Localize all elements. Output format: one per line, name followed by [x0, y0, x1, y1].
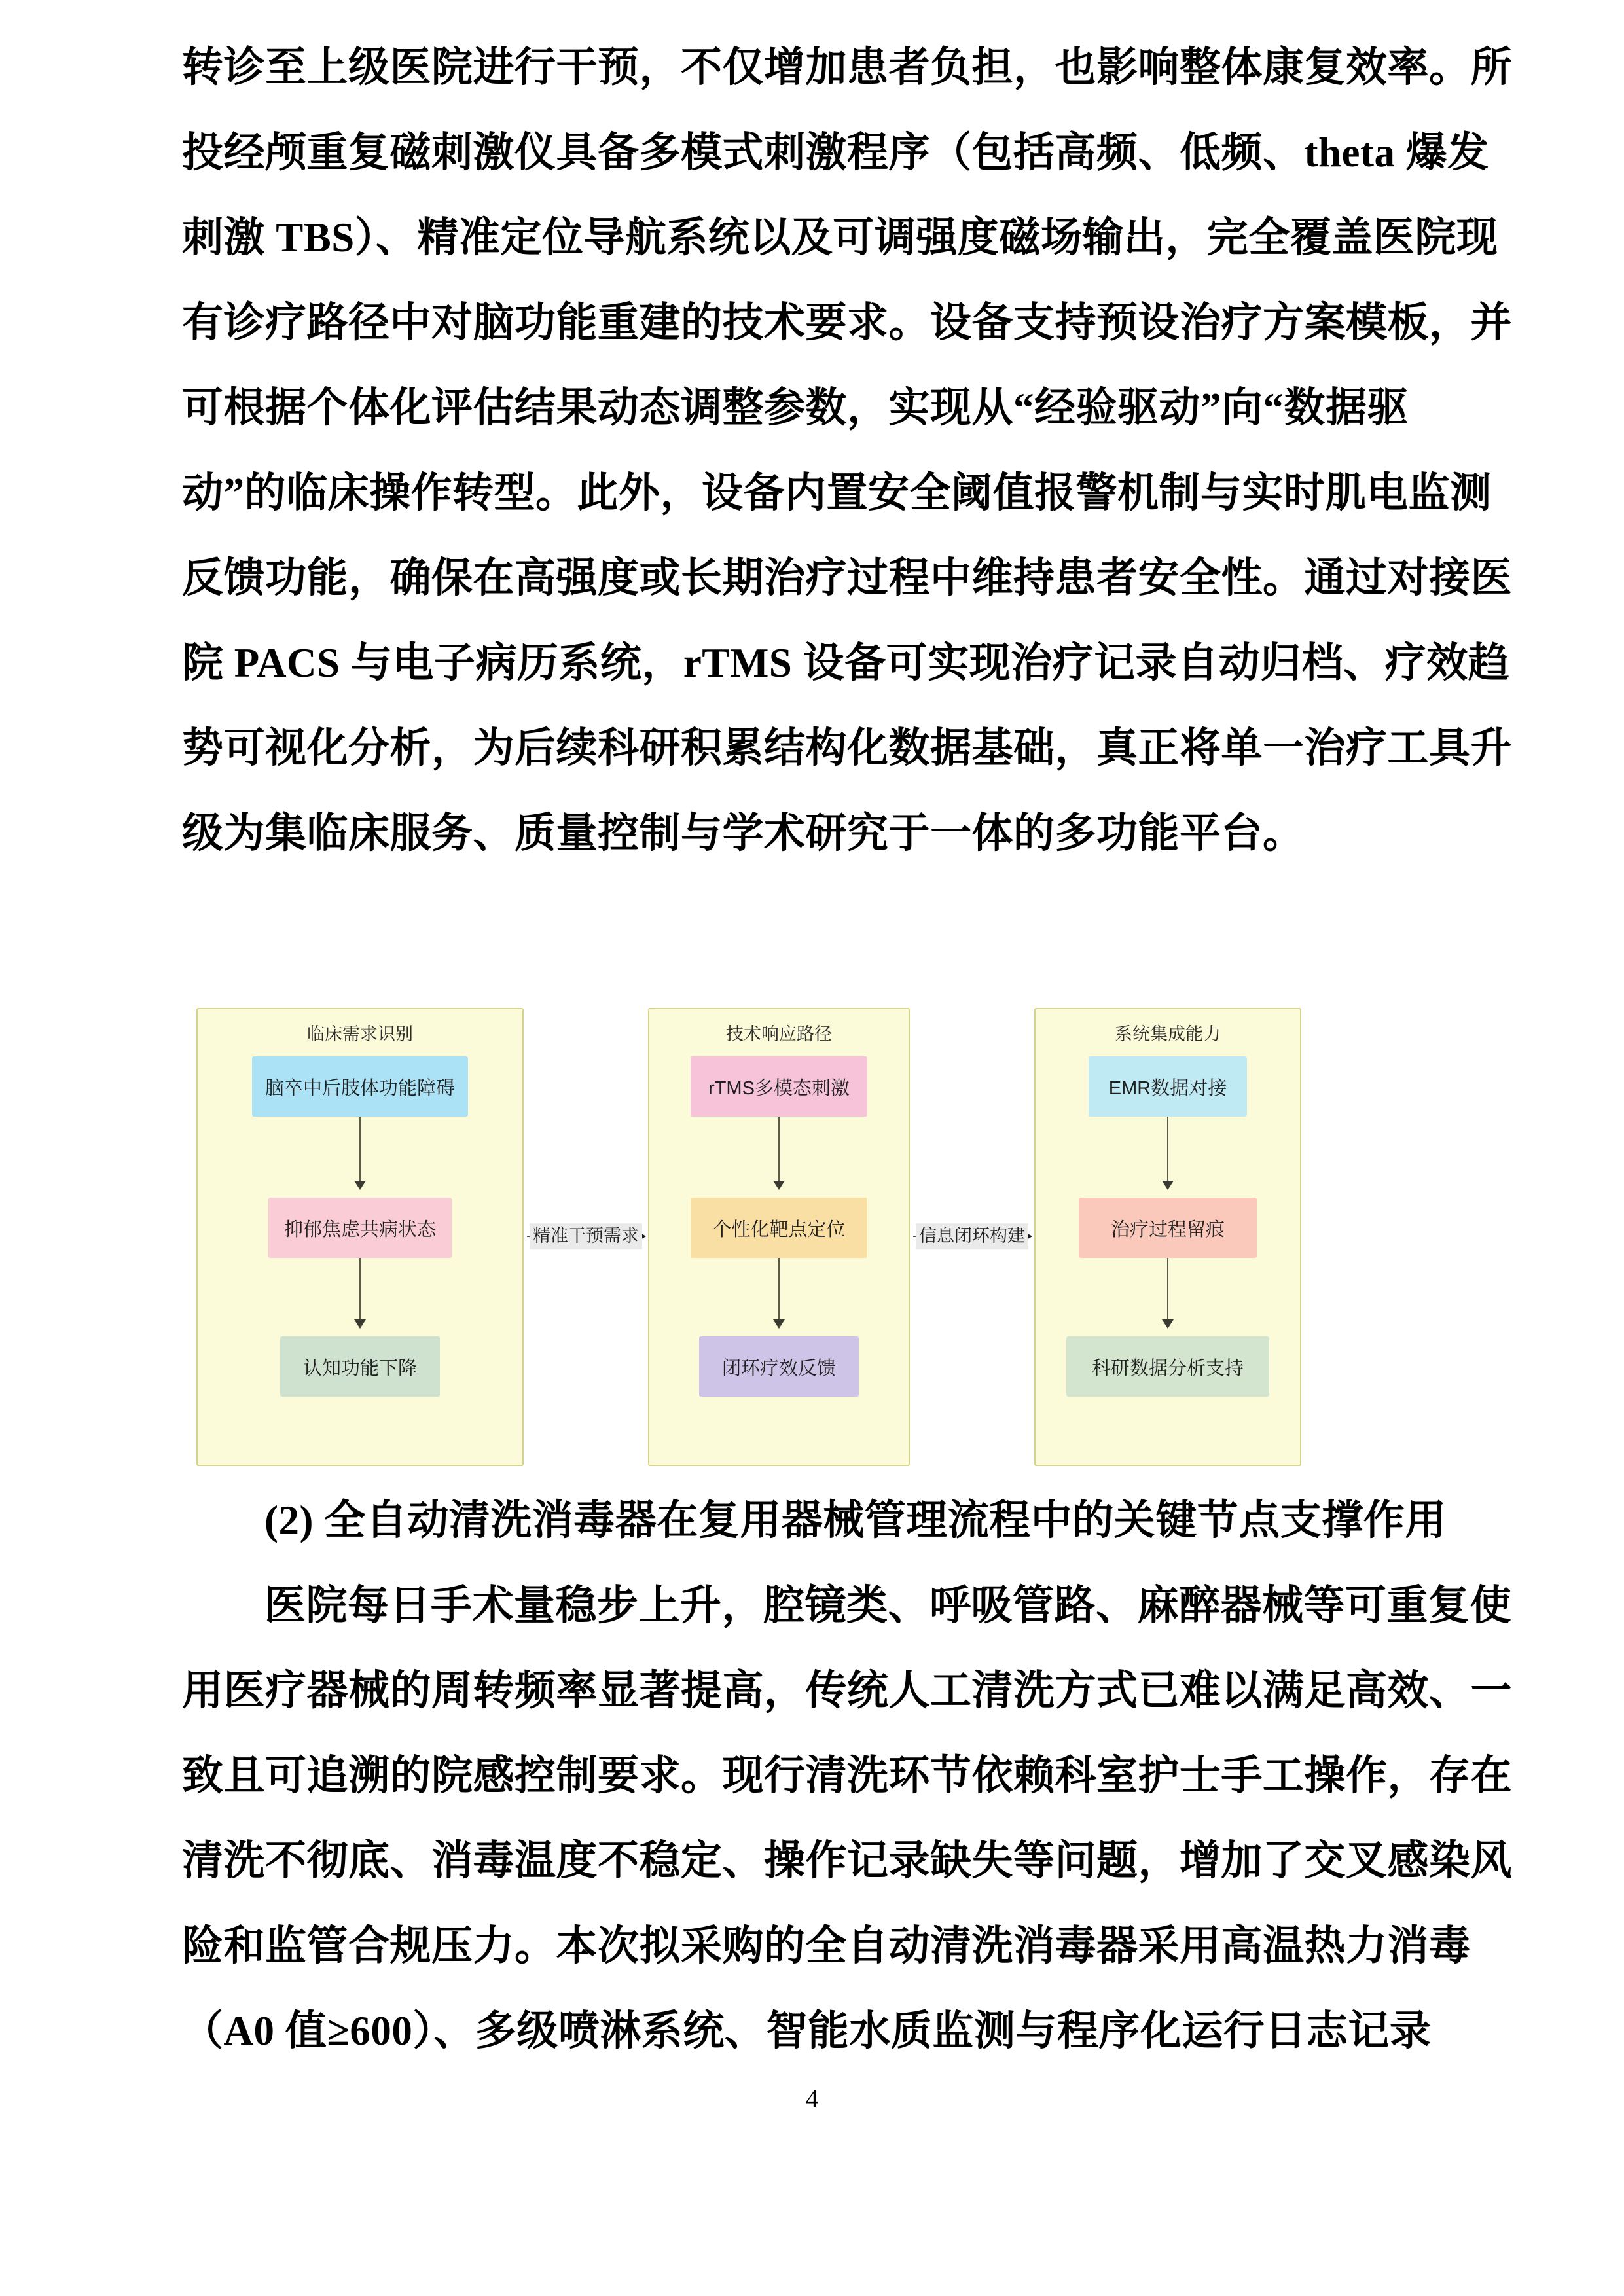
paragraph-2 — [182, 1563, 1512, 2073]
arrow-down-icon — [359, 1117, 361, 1189]
arrow-down-icon — [1167, 1258, 1168, 1327]
node-label: 个性化靶点定位 — [712, 1219, 846, 1240]
text-line: 反馈功能，确保在高强度或长期治疗过程中维持患者安全性。通过对接医 — [182, 555, 1512, 601]
arrow-down-icon — [359, 1258, 361, 1327]
panel-title: 技术响应路径 — [726, 1024, 832, 1044]
text-line: 医院每日手术量稳步上升，腔镜类、呼吸管路、麻醉器械等可重复使 — [264, 1583, 1511, 1628]
text-line: 投经颅重复磁刺激仪具备多模式刺激程序（包括高频、低频、theta 爆发 — [182, 130, 1489, 175]
text-line: 可根据个体化评估结果动态调整参数，实现从“经验驱动”向“数据驱 — [182, 385, 1409, 431]
panel-title: 临床需求识别 — [307, 1024, 413, 1044]
paragraph-1 — [182, 25, 1512, 876]
node-label: 脑卒中后肢体功能障碍 — [264, 1077, 455, 1099]
diagram-node[interactable] — [699, 1336, 859, 1397]
diagram-node[interactable] — [1079, 1198, 1257, 1258]
panel-title: 系统集成能力 — [1115, 1024, 1221, 1044]
diagram-node[interactable] — [1089, 1056, 1247, 1117]
diagram-node[interactable] — [691, 1056, 867, 1117]
text-line: 险和监管合规压力。本次拟采购的全自动清洗消毒器采用高温热力消毒 — [182, 1923, 1471, 1969]
diagram-panel-technical-path — [648, 1008, 910, 1466]
diagram-node[interactable] — [1066, 1336, 1269, 1397]
arrow-down-icon — [778, 1117, 780, 1189]
arrow-down-icon — [1167, 1117, 1168, 1189]
text-line: 有诊疗路径中对脑功能重建的技术要求。设备支持预设治疗方案模板，并 — [182, 300, 1512, 346]
text-line: 转诊至上级医院进行干预，不仅增加患者负担，也影响整体康复效率。所 — [182, 45, 1512, 90]
diagram-node[interactable] — [268, 1198, 452, 1258]
text-line: 刺激 TBS）、精准定位导航系统以及可调强度磁场输出，完全覆盖医院现 — [182, 215, 1498, 260]
node-label: 科研数据分析支持 — [1091, 1357, 1244, 1379]
text-line: 动”的临床操作转型。此外，设备内置安全阈值报警机制与实时肌电监测 — [182, 470, 1492, 516]
node-label: EMR数据对接 — [1108, 1077, 1227, 1099]
diagram-node[interactable] — [280, 1336, 440, 1397]
node-label: rTMS多模态刺激 — [708, 1077, 850, 1099]
text-line: （A0 值≥600）、多级喷淋系统、智能水质监测与程序化运行日志记录 — [182, 2008, 1432, 2054]
text-line: 级为集临床服务、质量控制与学术研究于一体的多功能平台。 — [182, 810, 1305, 856]
diagram-panel-system-integration — [1034, 1008, 1301, 1466]
diagram-node[interactable] — [252, 1056, 468, 1117]
text-line: 清洗不彻底、消毒温度不稳定、操作记录缺失等问题，增加了交叉感染风 — [182, 1838, 1512, 1884]
connector-label: 信息闭环构建 — [916, 1223, 1028, 1249]
node-label: 认知功能下降 — [302, 1357, 417, 1379]
arrow-down-icon — [778, 1258, 780, 1327]
section-heading-text: (2) 全自动清洗消毒器在复用器械管理流程中的关键节点支撑作用 — [264, 1498, 1447, 1543]
diagram-connector-1 — [527, 1226, 645, 1246]
node-label: 抑郁焦虑共病状态 — [283, 1219, 436, 1240]
diagram-connector-2 — [913, 1226, 1031, 1246]
text-line: 致且可追溯的院感控制要求。现行清洗环节依赖科室护士手工操作，存在 — [182, 1753, 1512, 1799]
text-line: 院 PACS 与电子病历系统，rTMS 设备可实现治疗记录自动归档、疗效趋 — [182, 640, 1510, 686]
diagram-panel-clinical-needs — [196, 1008, 524, 1466]
page-number: 4 — [806, 2085, 818, 2113]
node-label: 治疗过程留痕 — [1110, 1219, 1225, 1240]
flowchart-diagram — [196, 1008, 1434, 1466]
section-heading — [182, 1478, 1445, 1563]
text-line: 用医疗器械的周转频率显著提高，传统人工清洗方式已难以满足高效、一 — [182, 1668, 1512, 1713]
connector-label: 精准干预需求 — [530, 1223, 642, 1249]
node-label: 闭环疗效反馈 — [721, 1357, 836, 1379]
diagram-node[interactable] — [691, 1198, 867, 1258]
text-line: 势可视化分析，为后续科研积累结构化数据基础，真正将单一治疗工具升 — [182, 725, 1512, 771]
